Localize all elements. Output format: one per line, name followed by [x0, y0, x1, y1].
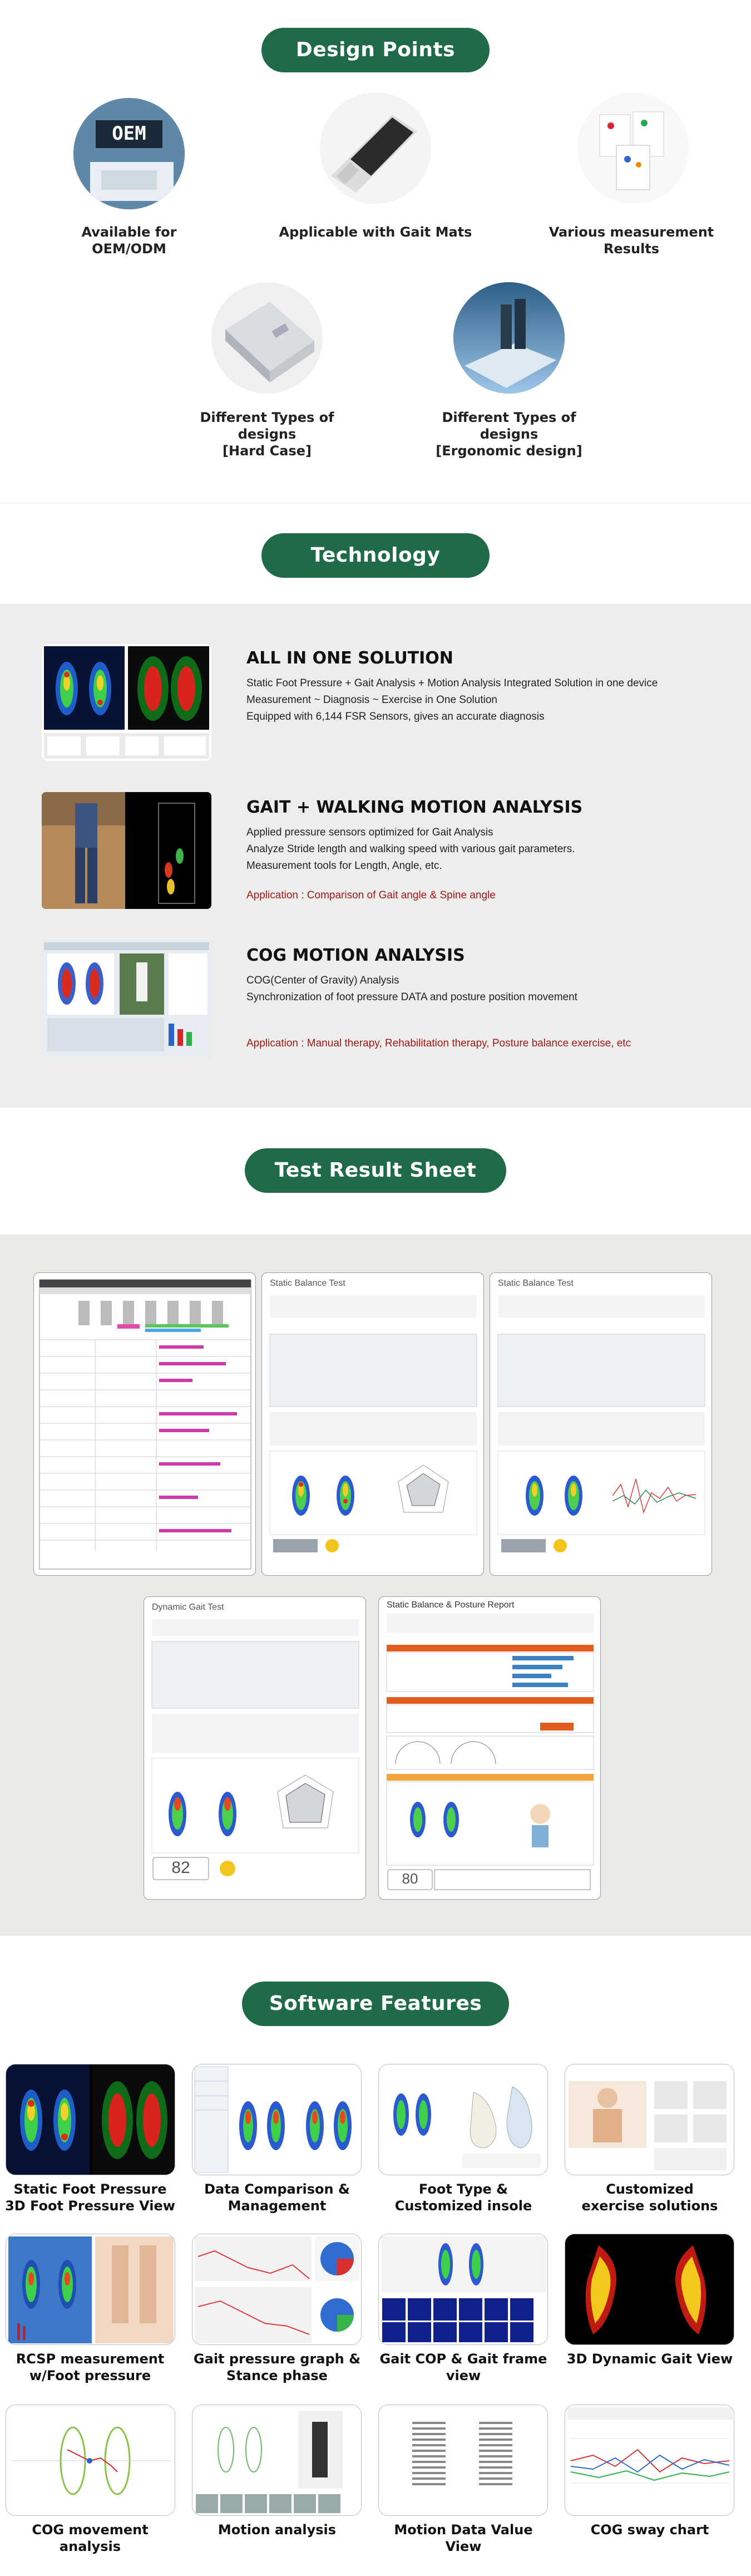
oem-image [73, 98, 185, 209]
gait-walking-screenshot [42, 792, 211, 909]
tech-line: Measurement ~ Diagnosis ~ Exercise in One Solution [246, 694, 497, 706]
feature-caption: COG movement analysis [32, 2522, 149, 2554]
gait-mat-image [320, 92, 431, 204]
feature-3d-dynamic-gait [565, 2234, 734, 2345]
tech-line: Applied pressure sensors optimized for Gait Analysis [246, 827, 493, 838]
feature-exercise [565, 2064, 734, 2175]
tech-line: Analyze Stride length and walking speed with various gait parameters. [246, 843, 575, 855]
feature-caption [1, 2181, 179, 2214]
feature-caption [188, 2181, 366, 2214]
feature-caption-text: RCSP measurement w/Foot pressure [16, 2351, 165, 2383]
feature-data-comparison [192, 2064, 362, 2175]
feature-caption-text: Foot Type & Customized insole [394, 2181, 532, 2214]
sheet-title: Dynamic Gait Test [152, 1602, 224, 1612]
feature-caption: Motion analysis [218, 2522, 337, 2538]
results-image [577, 92, 689, 204]
feature-caption [374, 2351, 552, 2384]
feature-caption [561, 2351, 739, 2367]
tech-application-cog: Application : Manual therapy, Rehabilitation therapy, Posture balance exercise, etc [246, 1038, 631, 1049]
oem-badge: OEM [112, 122, 146, 145]
feature-cog-sway-chart [565, 2405, 734, 2516]
tech-line: COG(Center of Gravity) Analysis [246, 975, 399, 986]
report-sheet-2 [261, 1272, 484, 1576]
tech-line: Equipped with 6,144 FSR Sensors, gives an accurate diagnosis [246, 711, 545, 722]
caption-oem: Available for OEM/ODM [81, 224, 177, 257]
feature-motion-analysis [192, 2405, 362, 2516]
feature-caption [374, 2181, 552, 2214]
feature-gait-cop [378, 2234, 548, 2345]
feature-caption [188, 2351, 366, 2384]
feature-cog-movement [6, 2405, 175, 2516]
caption-hard-case [172, 409, 362, 459]
caption-hard-case-text: Different Types of designs [Hard Case] [200, 410, 334, 459]
feature-foot-type [378, 2064, 548, 2175]
feature-caption-text: Gait pressure graph & Stance phase [193, 2351, 361, 2383]
tech-title-gait-walking: GAIT + WALKING MOTION ANALYSIS [246, 798, 583, 817]
ergonomic-image [453, 282, 565, 394]
caption-ergonomic-text: Different Types of designs [Ergonomic design] [436, 410, 582, 459]
feature-caption-text: Gait COP & Gait frame view [379, 2351, 547, 2383]
feature-caption-text: Data Comparison & Management [204, 2181, 350, 2214]
tech-line: Synchronization of foot pressure DATA and posture position movement [246, 991, 577, 1003]
sheet-title: Static Balance Test [270, 1279, 345, 1288]
feature-caption [561, 2181, 739, 2214]
caption-results: Various measurement Results [549, 224, 714, 257]
test-result-heading: Test Result Sheet [245, 1148, 506, 1193]
report-sheet-1 [33, 1272, 256, 1576]
tech-title-cog-motion: COG MOTION ANALYSIS [246, 946, 465, 965]
sheet-title: Static Balance Test [498, 1279, 574, 1288]
tech-line: Static Foot Pressure + Gait Analysis + Motion Analysis Integrated Solution in one device [246, 677, 658, 689]
feature-caption-text: 3D Dynamic Gait View [566, 2351, 733, 2367]
feature-caption-text: Customized exercise solutions [581, 2181, 718, 2214]
feature-caption-text: Static Foot Pressure 3D Foot Pressure View [5, 2181, 175, 2214]
software-features-heading: Software Features [242, 1982, 509, 2026]
test-result-panel [0, 1235, 751, 1936]
feature-caption: COG sway chart [590, 2522, 709, 2538]
design-points-heading: Design Points [261, 28, 490, 72]
feature-rcsp [6, 2234, 175, 2345]
feature-caption [1, 2351, 179, 2384]
dynamic-gait-score: 82 [171, 1859, 190, 1877]
feature-caption: Motion Data Value View [394, 2522, 533, 2554]
caption-gait-mats: Applicable with Gait Mats [279, 224, 472, 240]
feature-motion-data-value [378, 2405, 548, 2516]
tech-application-gait: Application : Comparison of Gait angle & Spine angle [246, 889, 496, 901]
tech-title-all-in-one: ALL IN ONE SOLUTION [246, 648, 453, 668]
tech-line: Measurement tools for Length, Angle, etc. [246, 860, 442, 872]
technology-heading: Technology [261, 533, 490, 578]
all-in-one-screenshot [42, 644, 211, 761]
sheet-title: Static Balance & Posture Report [387, 1600, 515, 1610]
feature-gait-pressure-graph [192, 2234, 362, 2345]
caption-ergonomic [414, 409, 604, 459]
cog-motion-screenshot [42, 940, 211, 1057]
posture-score: 80 [402, 1870, 418, 1887]
feature-static-foot-pressure [6, 2064, 175, 2175]
report-sheet-3 [490, 1272, 712, 1576]
report-sheet-4 [144, 1596, 366, 1900]
technology-panel [0, 604, 751, 1108]
report-sheet-5 [378, 1596, 601, 1900]
hard-case-image [211, 282, 323, 394]
